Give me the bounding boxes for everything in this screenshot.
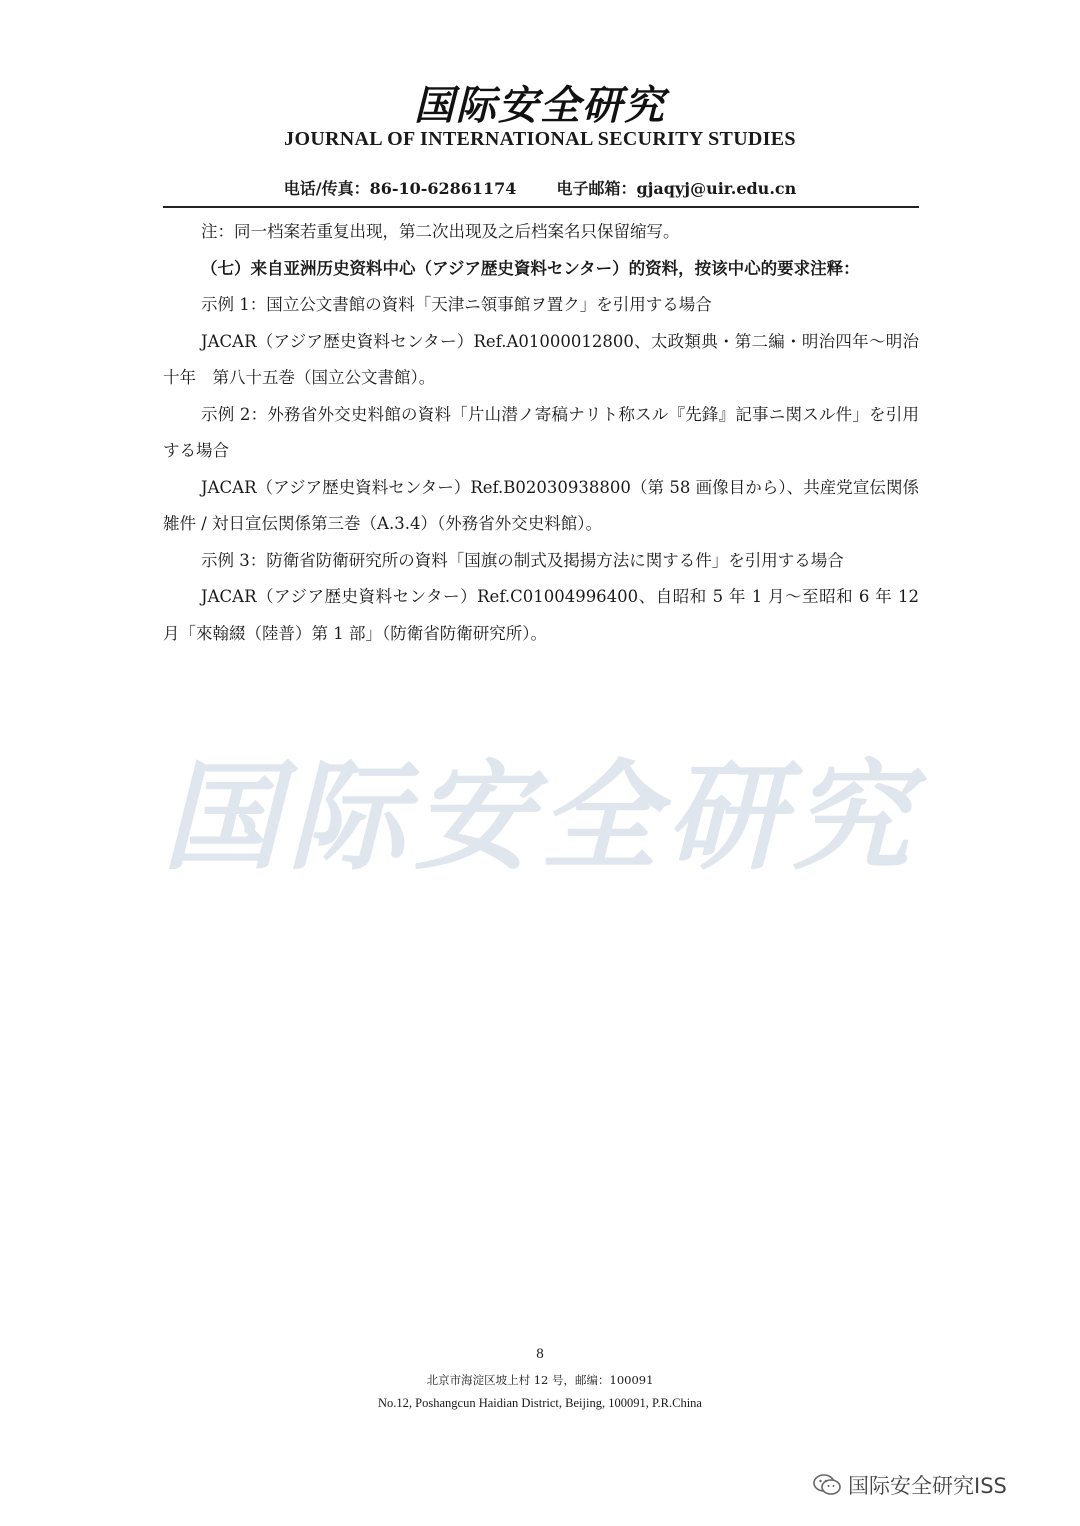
email: 电子邮箱：gjaqyj@uir.edu.cn: [556, 179, 797, 198]
phone-fax: 电话/传真：86-10-62861174: [283, 179, 517, 198]
contact-line: [0, 176, 1080, 199]
page-number: 8: [536, 1346, 544, 1362]
wechat-account-name: 国际安全研究ISS: [848, 1474, 1007, 1498]
header-rule: [163, 206, 919, 208]
wechat-badge: [812, 1468, 1007, 1502]
example-2-title: 示例 2：外務省外交史料館の資料「片山潜ノ寄稿ナリト称スル『先鋒』記事ニ関スル件」を引用する場合: [163, 404, 919, 460]
note-paragraph: 注：同一档案若重复出现，第二次出现及之后档案名只保留缩写。: [201, 222, 680, 241]
watermark: 国际安全研究: [161, 747, 918, 886]
journal-logo: 国际安全研究: [414, 82, 666, 129]
example-3-citation: JACAR（アジア歴史資料センター）Ref.C01004996400、自昭和 5 年 1 月～至昭和 6 年 12 月「來翰綴（陸普）第 1 部」（防衛省防衛研究所）。: [163, 587, 919, 643]
journal-title: JOURNAL OF INTERNATIONAL SECURITY STUDIES: [284, 128, 796, 150]
wechat-icon: [812, 1472, 842, 1498]
page-body: [163, 214, 919, 652]
section-heading: （七）来自亚洲历史资料中心（アジア歴史資料センター）的资料，按该中心的要求注释：: [201, 258, 860, 278]
example-1-citation: JACAR（アジア歴史資料センター）Ref.A01000012800、太政類典・第二編・明治四年～明治十年 第八十五巻（国立公文書館）。: [163, 331, 919, 387]
address-chinese: 北京市海淀区坡上村 12 号，邮编：100091: [426, 1373, 654, 1387]
example-3-title: 示例 3：防衛省防衛研究所の資料「国旗の制式及掲揚方法に関する件」を引用する場合: [201, 550, 844, 570]
address-english: No.12, Poshangcun Haidian District, Beijing, 100091, P.R.China: [378, 1396, 702, 1410]
example-1-title: 示例 1：国立公文書館の資料「天津ニ領事館ヲ置ク」を引用する場合: [201, 295, 712, 314]
example-2-citation: JACAR（アジア歴史資料センター）Ref.B02030938800（第 58 画像目から）、共産党宣伝関係雑件 / 対日宣伝関係第三巻（A.3.4）（外務省外交史料館）。: [163, 477, 919, 533]
